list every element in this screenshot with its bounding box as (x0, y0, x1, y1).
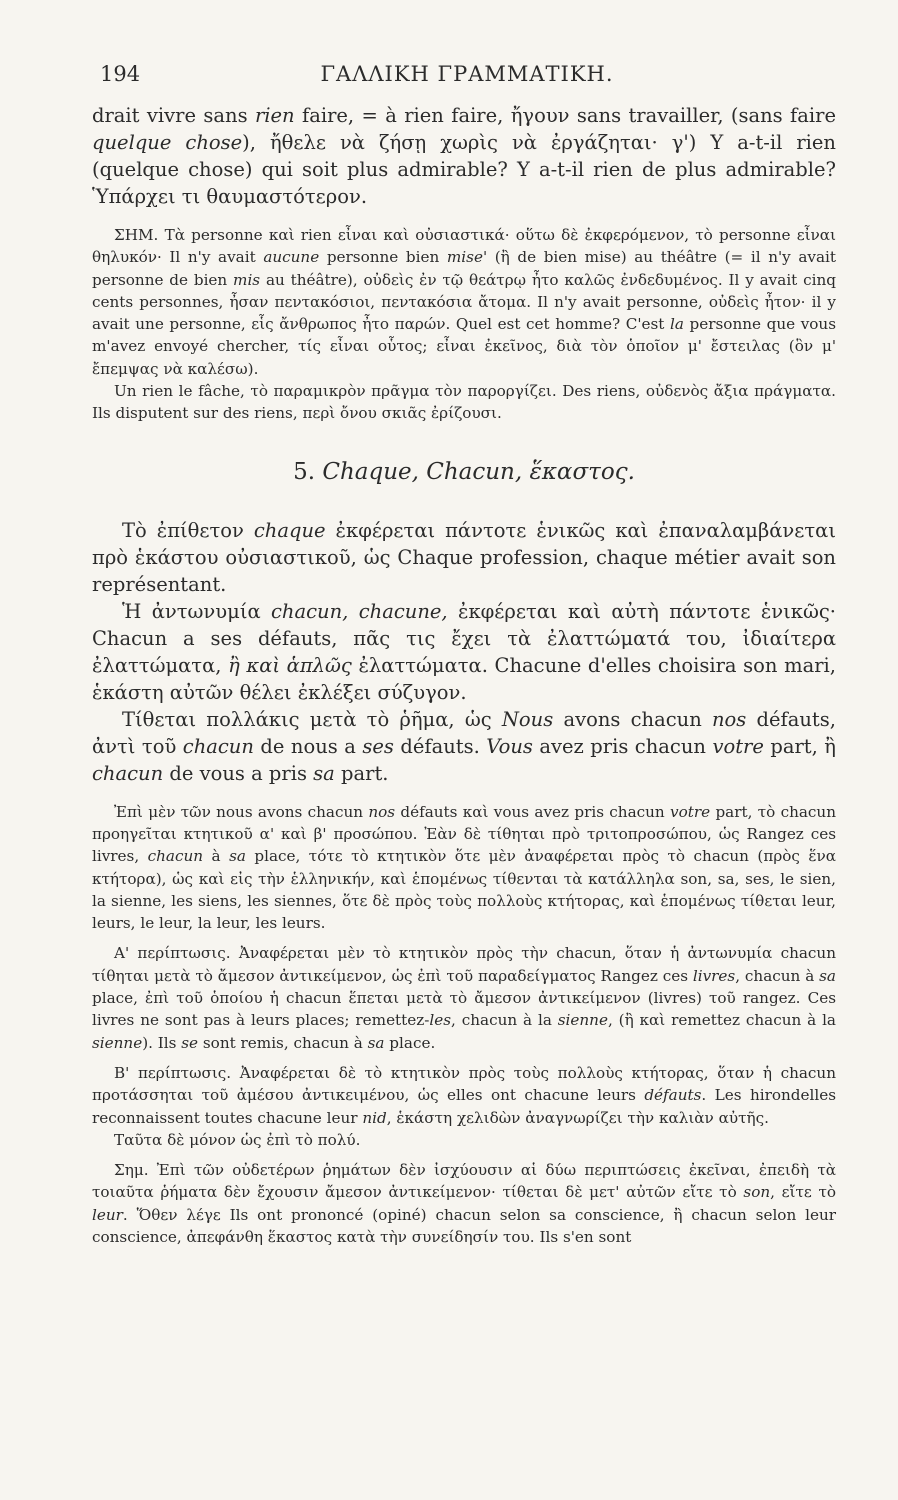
page-body (92, 102, 836, 1248)
paragraph-placement: Τίθεται πολλάκις μετὰ τὸ ῥῆμα, ὡς Nous avons chacun nos défauts, ἀντὶ τοῦ chacun de nous a ses défauts. Vous avez pris chacun votre part, ἢ chacun de vous a pris sa part. (92, 707, 836, 785)
note-paragraph: ΣΗΜ. Τὰ personne καὶ rien εἶναι καὶ οὐσιαστικά· οὕτω δὲ ἐκφερόμενον, τὸ personne εἶναι θηλυκόν· Il n'y avait aucune personne bien mise' (ἢ de bien mise) au théâtre (= il n'y avait personne de bien mis au théâtre), οὐδεὶς ἐν τῷ θεάτρῳ ἦτο καλῶς ἐνδεδυμένος. Il y avait cinq cents personnes, ἦσαν πεντακόσιοι, πεντακόσια ἄτομα. Il n'y avait personne, οὐδεὶς ἦτον· il y avait une personne, εἷς ἄνθρωπος ἦτο παρών. Quel est cet homme? C'est la personne que vous m'avez envoyé chercher, τίς εἶναι οὗτος; εἶναι ἐκεῖνος, διὰ τὸν ὁποῖον μ' ἔστειλας (ὃν μ' ἔπεμψας νὰ καλέσω). (92, 226, 837, 378)
paragraph-continued: drait vivre sans rien faire, = à rien faire, ἤγουν sans travailler, (sans faire quelque chose), ἤθελε νὰ ζήσῃ χωρὶς νὰ ἐργάζηται· γ') Y a-t-il rien (quelque chose) qui soit plus admirable? Y a-t-il rien de plus admirable? Ὑπάρχει τι θαυμαστότερον. (92, 104, 837, 208)
paragraph-chacun: Ἡ ἀντωνυμία chacun, chacune, ἐκφέρεται καὶ αὐτὴ πάντοτε ἑνικῶς· Chacun a ses défauts, πᾶς τις ἔχει τὰ ἐλαττώματά του, ἰδιαίτερα ἐλαττώματα, ἢ καὶ ἁπλῶς ἐλαττώματα. Chacune d'elles choisira son mari, ἑκάστη αὐτῶν θέλει ἐκλέξει σύζυγον. (92, 599, 836, 704)
paragraph-chaque: Τὸ ἐπίθετον chaque ἐκφέρεται πάντοτε ἑνικῶς καὶ ἐπαναλαμβάνεται πρὸ ἑκάστου οὐσιαστικοῦ, ὡς Chaque profession, chaque métier avait son représentant. (92, 518, 836, 596)
paragraph-note-neuter-verbs: Σημ. Ἐπὶ τῶν οὐδετέρων ῥημάτων δὲν ἰσχύουσιν αἱ δύω περιπτώσεις ἐκεῖναι, ἐπειδὴ τὰ τοιαῦτα ῥήματα δὲν ἔχουσιν ἄμεσον ἀντικείμενον· τίθεται δὲ μετ' αὐτῶν εἴτε τὸ son, εἴτε τὸ leur. Ὅθεν λέγε Ils ont prononcé (opiné) chacun selon sa conscience, ἢ chacun selon leur conscience, ἀπεφάνθη ἕκαστος κατὰ τὴν συνείδησίν του. Ils s'en sont (92, 1161, 836, 1247)
paragraph-remark: Ταῦτα δὲ μόνον ὡς ἐπὶ τὸ πολύ. (114, 1130, 361, 1149)
running-header (100, 62, 834, 92)
page-number: 194 (100, 62, 141, 86)
paragraph-possessive: Ἐπὶ μὲν τῶν nous avons chacun nos défauts καὶ vous avez pris chacun votre part, τὸ chacun προηγεῖται κτητικοῦ α' καὶ β' προσώπου. Ἐὰν δὲ τίθηται πρὸ τριτοπροσώπου, ὡς Rangez ces livres, chacun à sa place, τότε τὸ κτητικὸν ὅτε μὲν ἀναφέρεται πρὸς τὸ chacun (πρὸς ἕνα κτήτορα), ὡς καὶ εἰς τὴν ἑλληνικήν, καὶ ἑπομένως τίθενται τὰ κατάλληλα son, sa, ses, le sien, la sienne, les siens, les siennes, ὅτε δὲ πρὸς τοὺς πολλοὺς κτήτορας, καὶ ἑπομένως τίθεται leur, leurs, le leur, la leur, les leurs. (92, 802, 837, 933)
section-heading: 5. Chaque, Chacun, ἕκαστος. (293, 458, 635, 485)
paragraph-case-b: Β' περίπτωσις. Ἀναφέρεται δὲ τὸ κτητικὸν πρὸς τοὺς πολλοὺς κτήτορας, ὅταν ἡ chacun προτάσσηται τοῦ ἀμέσου ἀντικειμένου, ὡς elles ont chacune leurs défauts. Les hirondelles reconnaissent toutes chacune leur nid, ἑκάστη χελιδὼν ἀναγνωρίζει τὴν καλιὰν αὐτῆς. (92, 1063, 836, 1127)
paragraph-case-a: Α' περίπτωσις. Ἀναφέρεται μὲν τὸ κτητικὸν πρὸς τὴν chacun, ὅταν ἡ ἀντωνυμία chacun τίθηται μετὰ τὸ ἄμεσον ἀντικείμενον, ὡς ἐπὶ τοῦ παραδείγματος Rangez ces livres, chacun à sa place, ἐπὶ τοῦ ὁποίου ἡ chacun ἕπεται μετὰ τὸ ἄμεσον ἀντικείμενον (livres) τοῦ rangez. Ces livres ne sont pas à leurs places; remettez-les, chacun à la sienne, (ἢ καὶ remettez chacun à la sienne). Ils se sont remis, chacun à sa place. (92, 944, 836, 1052)
note-paragraph-riens: Un rien le fâche, τὸ παραμικρὸν πρᾶγμα τὸν παροργίζει. Des riens, οὐδενὸς ἄξια πράγματα. Ils disputent sur des riens, περὶ ὄνου σκιᾶς ἐρίζουσι. (92, 382, 836, 423)
running-title: ΓΑΛΛΙΚΗ ΓΡΑΜΜΑΤΙΚΗ. (320, 62, 614, 86)
